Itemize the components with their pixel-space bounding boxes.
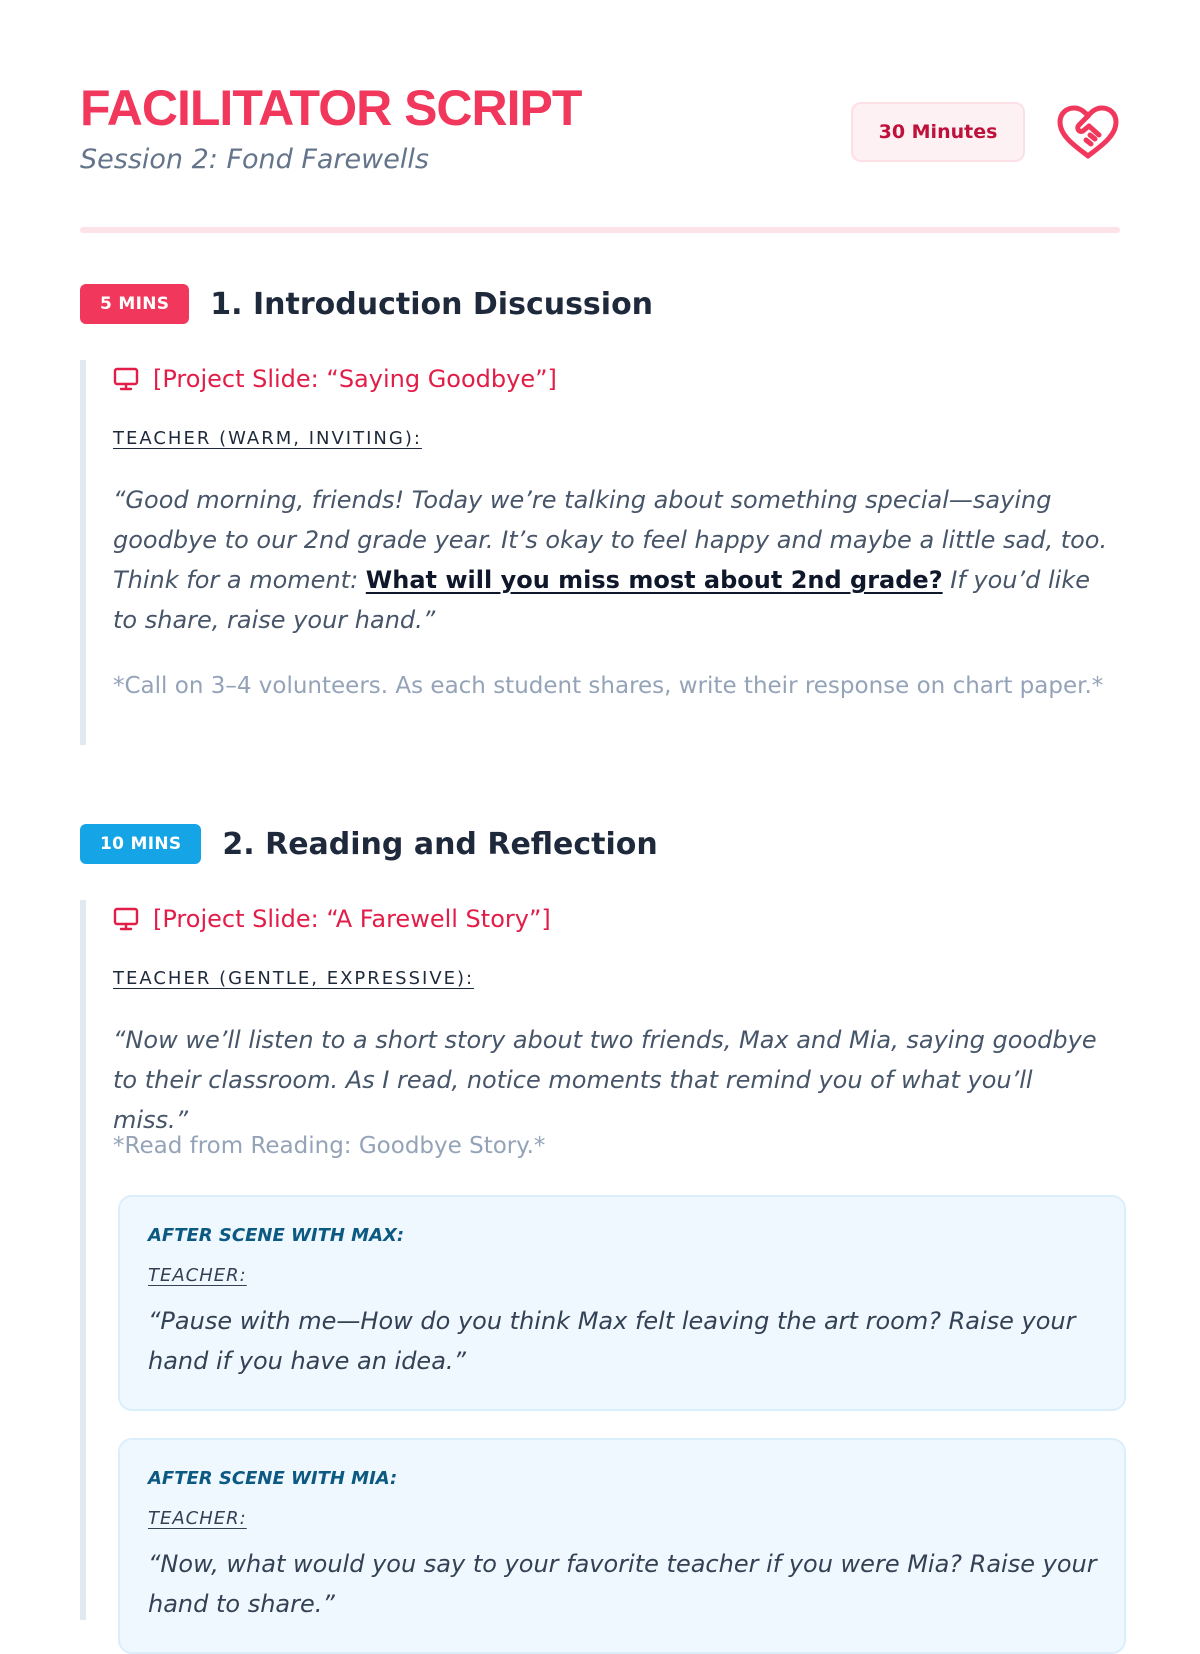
section-2-slide-label: [Project Slide: “A Farewell Story”] xyxy=(153,905,551,933)
section-2-heading xyxy=(80,824,658,864)
scene-quote: “Now, what would you say to your favorite teacher if you were Mia? Raise your hand to share.” xyxy=(148,1550,1097,1618)
section-1-slide-label: [Project Slide: “Saying Goodbye”] xyxy=(153,365,557,393)
scene-card-mia xyxy=(118,1438,1126,1654)
scene-card-max xyxy=(118,1195,1126,1411)
section-2-quote: “Now we’ll listen to a short story about two friends, Max and Mia, saying goodbye to their classroom. As I read, notice moments that remind you of what you’ll miss.” xyxy=(113,1026,1097,1134)
page-subtitle: Session 2: Fond Farewells xyxy=(80,144,429,175)
section-2-body xyxy=(80,900,1120,1620)
header-divider xyxy=(80,227,1120,233)
section-1-quote-end: If you’d like to share, raise your hand.” xyxy=(113,566,1090,634)
scene-label: AFTER SCENE WITH MAX: xyxy=(148,1225,405,1246)
scene-quote: “Pause with me—How do you think Max felt leaving the art room? Raise your hand if you have an idea.” xyxy=(148,1307,1076,1375)
monitor-icon xyxy=(113,366,139,392)
heart-handshake-icon xyxy=(1055,104,1121,162)
section-1-quote-start: “Good morning, friends! Today we’re talking about something special—saying goodbye to our 2nd grade year. It’s okay to feel happy and maybe a little sad, too. Think for a moment: xyxy=(113,486,1108,594)
section-1-speaker: TEACHER (WARM, INVITING): xyxy=(113,428,422,449)
section-1-quote-question: What will you miss most about 2nd grade? xyxy=(365,566,943,594)
section-2-title: 2. Reading and Reflection xyxy=(222,826,658,862)
section-1-body xyxy=(80,360,1120,745)
scene-speaker: TEACHER: xyxy=(148,1508,247,1529)
section-2-slide-cue xyxy=(113,905,551,933)
duration-badge: 30 Minutes xyxy=(851,102,1025,162)
section-1-time-badge: 5 MINS xyxy=(80,284,189,324)
section-1-slide-cue xyxy=(113,365,557,393)
section-2-time-badge: 10 MINS xyxy=(80,824,201,864)
scene-speaker: TEACHER: xyxy=(148,1265,247,1286)
section-2-note: *Read from Reading: Goodbye Story.* xyxy=(113,1133,546,1159)
section-1-title: 1. Introduction Discussion xyxy=(210,286,654,322)
section-1-heading xyxy=(80,284,653,324)
section-1-quote xyxy=(113,480,1113,640)
section-2-speaker: TEACHER (GENTLE, EXPRESSIVE): xyxy=(113,968,475,989)
section-1-note: *Call on 3–4 volunteers. As each student shares, write their response on chart paper.* xyxy=(113,673,1104,699)
scene-label: AFTER SCENE WITH MIA: xyxy=(148,1468,398,1489)
page-title: FACILITATOR SCRIPT xyxy=(80,80,582,136)
page-header xyxy=(80,78,1120,228)
monitor-icon xyxy=(113,906,139,932)
